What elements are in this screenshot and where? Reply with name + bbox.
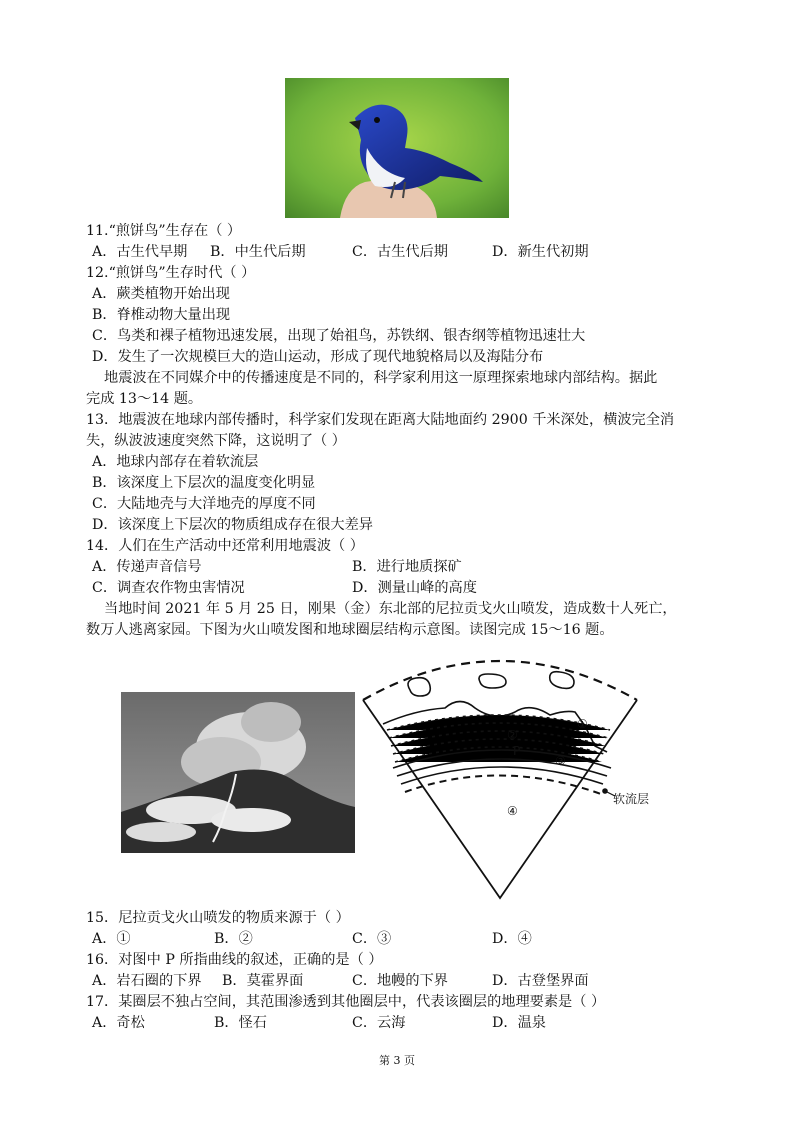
q14-option-c: C．调查农作物虫害情况: [92, 580, 245, 596]
q13-option-a: A．地球内部存在着软流层: [92, 454, 259, 470]
q12-option-c: C．鸟类和裸子植物迅速发展，出现了始祖鸟，苏铁纲、银杏纲等植物迅速壮大: [92, 328, 586, 344]
label-1: ①: [577, 717, 588, 731]
q16-option-a: A．岩石圈的下界: [92, 973, 202, 989]
q17-option-d: D．温泉: [492, 1015, 546, 1031]
q17-option-c: C．云海: [352, 1015, 406, 1031]
earth-layers-diagram: [355, 660, 650, 900]
q13-stem-line1: 13．地震波在地球内部传播时，科学家们发现在距离大陆地面约 2900 千米深处，横波完全消: [86, 412, 675, 428]
q14-option-d: D．测量山峰的高度: [352, 580, 477, 596]
q15-option-c: C．③: [352, 931, 392, 947]
label-asthenosphere: 软流层: [613, 792, 650, 806]
q11-option-d: D．新生代初期: [492, 244, 589, 260]
q11-option-b: B．中生代后期: [210, 244, 306, 260]
q17-option-b: B．怪石: [214, 1015, 267, 1031]
q16-option-c: C．地幔的下界: [352, 973, 448, 989]
q13-stem-line2: 失，纵波波速度突然下降，这说明了（ ）: [86, 433, 346, 449]
label-4: ④: [507, 804, 518, 818]
q16-option-d: D．古登堡界面: [492, 973, 589, 989]
q15-option-b: B．②: [214, 931, 253, 947]
page-number: 第 3 页: [379, 1054, 415, 1067]
label-p: P: [513, 744, 521, 758]
intro-15-line1: 当地时间 2021 年 5 月 25 日，刚果（金）东北部的尼拉贡戈火山喷发，造成数十人死亡，: [104, 601, 677, 617]
q14-option-b: B．进行地质探矿: [352, 559, 462, 575]
q17-stem: 17．某圈层不独占空间，其范围渗透到其他圈层中，代表该圈层的地理要素是（ ）: [86, 994, 606, 1010]
q17-option-a: A．奇松: [92, 1015, 145, 1031]
q13-option-c: C．大陆地壳与大洋地壳的厚度不同: [92, 496, 316, 512]
intro-15-line2: 数万人逃离家园。下图为火山喷发图和地球圈层结构示意图。读图完成 15～16 题。: [86, 622, 614, 638]
intro-13-line2: 完成 13～14 题。: [86, 391, 203, 407]
label-3: ③: [555, 754, 566, 768]
q12-option-d: D．发生了一次规模巨大的造山运动，形成了现代地貌格局以及海陆分布: [92, 349, 544, 365]
label-2: ②: [507, 728, 518, 742]
q11-option-c: C．古生代后期: [352, 244, 448, 260]
bird-photo: [285, 78, 509, 218]
q16-option-b: B．莫霍界面: [222, 973, 304, 989]
intro-13-line1: 地震波在不同媒介中的传播速度是不同的，科学家利用这一原理探索地球内部结构。据此: [104, 370, 658, 386]
q14-stem: 14．人们在生产活动中还常利用地震波（ ）: [86, 538, 364, 554]
q12-option-b: B．脊椎动物大量出现: [92, 307, 231, 323]
q14-option-a: A．传递声音信号: [92, 559, 202, 575]
q12-stem: 12.“煎饼鸟”生存时代（ ）: [86, 265, 256, 281]
q15-option-a: A．①: [92, 931, 131, 947]
q13-option-d: D．该深度上下层次的物质组成存在很大差异: [92, 517, 373, 533]
volcano-photo: [121, 692, 355, 853]
q15-option-d: D．④: [492, 931, 532, 947]
q15-stem: 15．尼拉贡戈火山喷发的物质来源于（ ）: [86, 910, 350, 926]
q12-option-a: A．蕨类植物开始出现: [92, 286, 230, 302]
q11-stem: 11.“煎饼鸟”生存在（ ）: [86, 223, 242, 239]
q16-stem: 16．对图中 P 所指曲线的叙述，正确的是（ ）: [86, 952, 383, 968]
q13-option-b: B．该深度上下层次的温度变化明显: [92, 475, 316, 491]
q11-option-a: A．古生代早期: [92, 244, 188, 260]
